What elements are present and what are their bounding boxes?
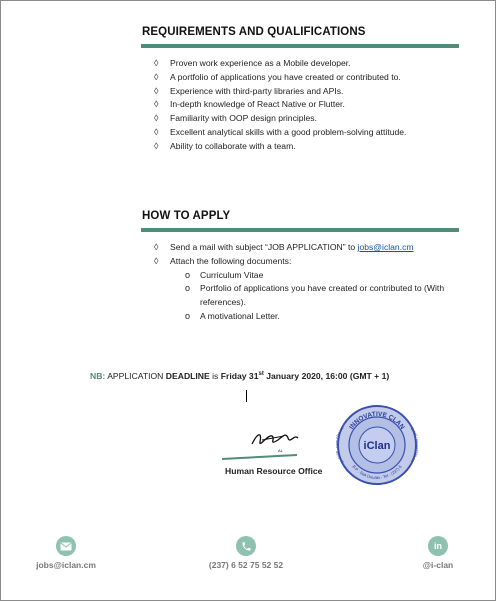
stamp-right-text: Email n.cm bbox=[409, 426, 418, 464]
apply-rule bbox=[141, 228, 459, 232]
list-item: ◊ Experience with third-party libraries and APIs. bbox=[154, 85, 344, 96]
deadline-notice: NB: APPLICATION DEADLINE is Friday 31st January 2020, 16:00 (GMT + 1) bbox=[90, 371, 390, 381]
footer-social-text: @i-clan bbox=[422, 560, 454, 570]
documents-list bbox=[170, 269, 464, 324]
stamp-bottom-text: B.P : 564 Douala - Tel : (237) 6 bbox=[351, 463, 403, 481]
list-item: ◊ Proven work experience as a Mobile developer. bbox=[154, 58, 351, 68]
requirements-heading: REQUIREMENTS AND QUALIFICATIONS bbox=[142, 26, 366, 38]
text-cursor bbox=[246, 390, 247, 402]
list-item: ◊ A portfolio of applications you have created or contributed to. bbox=[154, 71, 401, 82]
list-item: ◊ Ability to collaborate with a team. bbox=[154, 140, 296, 151]
signature bbox=[222, 426, 332, 462]
phone-icon bbox=[236, 536, 256, 556]
footer-email[interactable] bbox=[16, 536, 116, 570]
list-item: o A motivational Letter. bbox=[185, 310, 280, 321]
list-item: o Curriculum Vitae bbox=[185, 269, 264, 280]
svg-text:AL: AL bbox=[278, 448, 283, 453]
apply-list bbox=[154, 241, 464, 324]
email-link[interactable]: jobs@iclan.cm bbox=[357, 242, 414, 252]
apply-heading: HOW TO APPLY bbox=[142, 210, 231, 222]
footer-social[interactable] bbox=[388, 536, 488, 570]
stamp-top-text: INNOVATIVE CLAN bbox=[348, 410, 406, 431]
list-item: o Portfolio of applications you have created or contributed to (With references). bbox=[185, 283, 445, 308]
list-item: ◊ Excellent analytical skills with a good problem-solving attitude. bbox=[154, 126, 407, 137]
stamp-center-text: iClan bbox=[363, 440, 391, 452]
list-item: ◊ Attach the following documents: o Curriculum Vitae o Portfolio of applications you have created or contributed to (With references). o A motivational Letter. bbox=[154, 255, 464, 324]
company-stamp bbox=[336, 404, 418, 486]
mail-icon bbox=[56, 536, 76, 556]
linkedin-icon: in bbox=[428, 536, 448, 556]
requirements-rule bbox=[141, 44, 459, 48]
hr-office-label: Human Resource Office bbox=[225, 466, 323, 476]
list-item: ◊ Familiarity with OOP design principles. bbox=[154, 113, 317, 124]
footer-phone[interactable] bbox=[196, 536, 296, 570]
list-item: ◊ In-depth knowledge of React Native or Flutter. bbox=[154, 99, 345, 110]
footer-phone-text: (237) 6 52 75 52 52 bbox=[208, 560, 284, 570]
list-item: ◊ Send a mail with subject “JOB APPLICATION” to jobs@iclan.cm bbox=[154, 242, 414, 252]
stamp-left-text: Websi lan.cm bbox=[336, 425, 345, 465]
footer-email-text: jobs@iclan.cm bbox=[36, 560, 96, 570]
requirements-list bbox=[154, 57, 464, 154]
